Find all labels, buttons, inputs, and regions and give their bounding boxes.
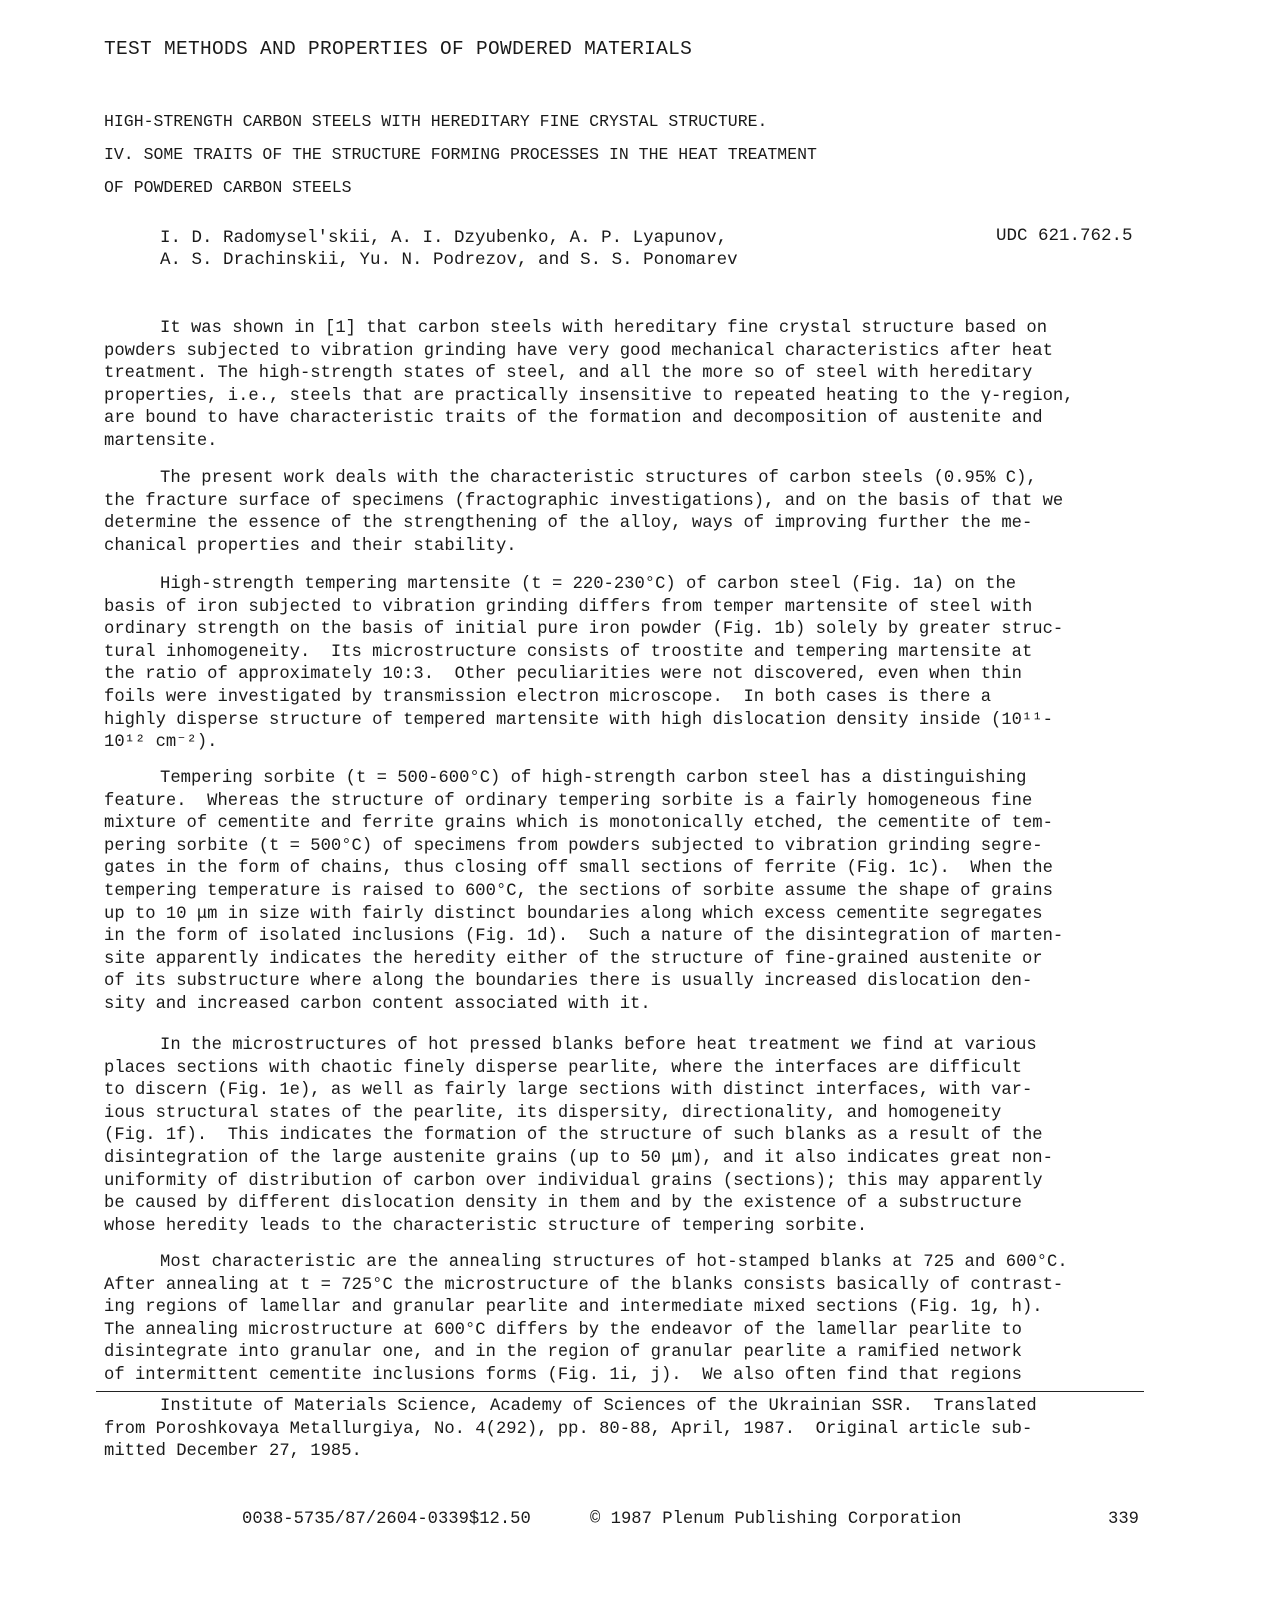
text-line: uniformity of distribution of carbon over individual grains (sections); this may apparently xyxy=(104,1171,1043,1191)
section-heading: TEST METHODS AND PROPERTIES OF POWDERED MATERIALS xyxy=(104,38,693,60)
footnote-line: Institute of Materials Science, Academy of Sciences of the Ukrainian SSR. Translated xyxy=(160,1397,1037,1416)
text-line: basis of iron subjected to vibration grinding differs from temper martensite of steel with xyxy=(104,597,1033,617)
udc-code: UDC 621.762.5 xyxy=(996,226,1133,246)
text-line: places sections with chaotic finely disperse pearlite, where the interfaces are difficult xyxy=(104,1058,1022,1078)
text-line: be caused by different dislocation density in them and by the existence of a substructure xyxy=(104,1194,1022,1214)
text-line: in the form of isolated inclusions (Fig. 1d). Such a nature of the disintegration of marten- xyxy=(104,927,1064,947)
footer-copyright: © 1987 Plenum Publishing Corporation xyxy=(590,1510,962,1529)
text-line: up to 10 μm in size with fairly distinct boundaries along which excess cementite segregates xyxy=(104,904,1043,924)
paragraph-4 xyxy=(104,768,1156,1017)
text-line: determine the essence of the strengthening of the alloy, ways of improving further the me- xyxy=(104,514,1033,534)
footnote-divider xyxy=(96,1391,1144,1392)
text-line: disintegration of the large austenite grains (up to 50 μm), and it also indicates great non- xyxy=(104,1148,1053,1168)
text-line: The annealing microstructure at 600°C differs by the endeavor of the lamellar pearlite to xyxy=(104,1320,1022,1340)
text-line: are bound to have characteristic traits of the formation and decomposition of austenite and xyxy=(104,409,1043,429)
text-line: Most characteristic are the annealing structures of hot-stamped blanks at 725 and 600°C. xyxy=(160,1253,1068,1272)
text-line: powders subjected to vibration grinding have very good mechanical characteristics after heat xyxy=(104,341,1053,361)
text-line: ordinary strength on the basis of initial pure iron powder (Fig. 1b) solely by greater struc- xyxy=(104,620,1064,640)
text-line: properties, i.e., steels that are practically insensitive to repeated heating to the γ-region, xyxy=(104,386,1074,406)
authors-line-1: I. D. Radomysel'skii, A. I. Dzyubenko, A. P. Lyapunov, xyxy=(160,228,728,248)
text-line: the ratio of approximately 10:3. Other peculiarities were not discovered, even when thin xyxy=(104,665,1022,685)
text-line: of intermittent cementite inclusions forms (Fig. 1i, j). We also often find that regions xyxy=(104,1365,1022,1385)
article-title-line-3: OF POWDERED CARBON STEELS xyxy=(104,178,352,197)
authors-line-2: A. S. Drachinskii, Yu. N. Podrezov, and S. S. Ponomarev xyxy=(160,250,738,270)
text-line: whose heredity leads to the characteristic structure of tempering sorbite. xyxy=(104,1216,868,1236)
text-line: 10¹² cm⁻²). xyxy=(104,733,218,753)
text-line: of its substructure where along the boundaries there is usually increased dislocation den- xyxy=(104,972,1033,992)
footnote-line: from Poroshkovaya Metallurgiya, No. 4(292), pp. 80-88, April, 1987. Original article sub- xyxy=(104,1419,1033,1439)
text-line: disintegrate into granular one, and in the region of granular pearlite a ramified network xyxy=(104,1343,1022,1363)
text-line: tural inhomogeneity. Its microstructure consists of troostite and tempering martensite at xyxy=(104,642,1033,662)
text-line: site apparently indicates the heredity either of the structure of fine-grained austenite or xyxy=(104,949,1043,969)
text-line: chanical properties and their stability. xyxy=(104,536,517,556)
text-line: After annealing at t = 725°C the microstructure of the blanks consists basically of contrast- xyxy=(104,1275,1064,1295)
paragraph-3 xyxy=(104,574,1156,755)
text-line: tempering temperature is raised to 600°C, the sections of sorbite assume the shape of grains xyxy=(104,881,1053,901)
text-line: gates in the form of chains, thus closing off small sections of ferrite (Fig. 1c). When the xyxy=(104,859,1053,879)
text-line: mixture of cementite and ferrite grains which is monotonically etched, the cementite of tem- xyxy=(104,814,1053,834)
text-line: martensite. xyxy=(104,431,218,451)
paragraph-2 xyxy=(104,468,1156,558)
text-line: ing regions of lamellar and granular pearlite and intermediate mixed sections (Fig. 1g, h). xyxy=(104,1298,1043,1318)
footer-price-code: 0038-5735/87/2604-0339$12.50 xyxy=(242,1510,531,1529)
text-line: High-strength tempering martensite (t = 220-230°C) of carbon steel (Fig. 1a) on the xyxy=(160,575,1017,594)
text-line: treatment. The high-strength states of steel, and all the more so of steel with hereditary xyxy=(104,364,1033,384)
footnote-line: mitted December 27, 1985. xyxy=(104,1442,362,1462)
text-line: sity and increased carbon content associated with it. xyxy=(104,994,651,1014)
footnote xyxy=(104,1396,1037,1464)
text-line: ious structural states of the pearlite, its dispersity, directionality, and homogeneity xyxy=(104,1103,1002,1123)
text-line: In the microstructures of hot pressed blanks before heat treatment we find at various xyxy=(160,1036,1037,1055)
paragraph-6 xyxy=(104,1252,1156,1388)
text-line: (Fig. 1f). This indicates the formation of the structure of such blanks as a result of the xyxy=(104,1126,1043,1146)
article-title-line-2: IV. SOME TRAITS OF THE STRUCTURE FORMING PROCESSES IN THE HEAT TREATMENT xyxy=(104,145,817,164)
text-line: pering sorbite (t = 500°C) of specimens from powders subjected to vibration grinding segre- xyxy=(104,836,1043,856)
text-line: The present work deals with the characteristic structures of carbon steels (0.95% C), xyxy=(160,469,1037,488)
text-line: Tempering sorbite (t = 500-600°C) of high-strength carbon steel has a distinguishing xyxy=(160,769,1027,788)
text-line: foils were investigated by transmission electron microscope. In both cases is there a xyxy=(104,687,992,707)
paragraph-1 xyxy=(104,318,1156,454)
text-line: the fracture surface of specimens (fractographic investigations), and on the basis of that we xyxy=(104,491,1064,511)
paragraph-5 xyxy=(104,1035,1156,1238)
text-line: highly disperse structure of tempered martensite with high dislocation density inside (10¹¹- xyxy=(104,710,1053,730)
article-title-line-1: HIGH-STRENGTH CARBON STEELS WITH HEREDITARY FINE CRYSTAL STRUCTURE. xyxy=(104,112,768,131)
text-line: feature. Whereas the structure of ordinary tempering sorbite is a fairly homogeneous fine xyxy=(104,791,1033,811)
text-line: It was shown in [1] that carbon steels with hereditary fine crystal structure based on xyxy=(160,319,1048,338)
page-number: 339 xyxy=(1108,1510,1139,1529)
text-line: to discern (Fig. 1e), as well as fairly large sections with distinct interfaces, with var- xyxy=(104,1081,1033,1101)
